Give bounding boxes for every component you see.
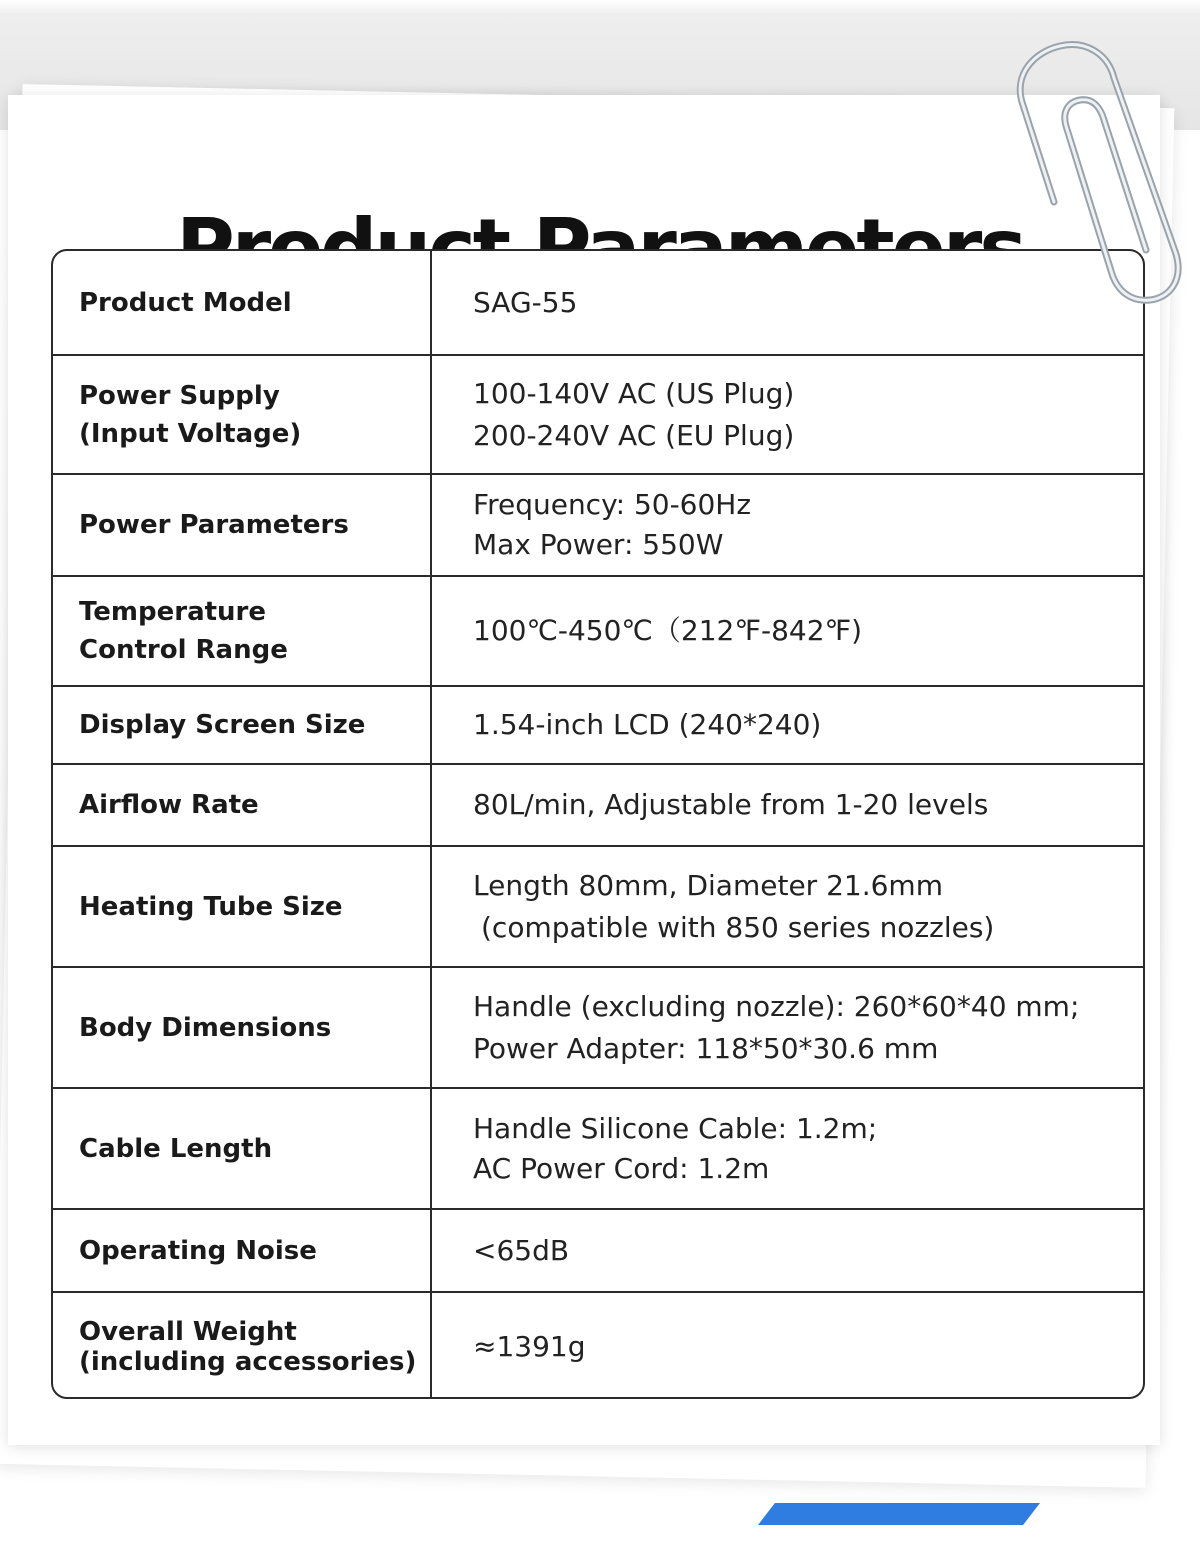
row-value: Frequency: 50-60Hz Max Power: 550W	[473, 488, 752, 561]
row-label: Temperature Control Range	[79, 597, 288, 665]
row-label: Overall Weight (including accessories)	[79, 1317, 417, 1377]
row-value: 100-140V AC (US Plug) 200-240V AC (EU Plug)	[473, 376, 795, 452]
table-row-temperature-range	[53, 577, 1143, 687]
row-value: Handle Silicone Cable: 1.2m; AC Power Cord: 1.2m	[473, 1111, 878, 1185]
table-row-display-screen-size	[53, 687, 1143, 765]
table-row-product-model	[53, 251, 1143, 356]
row-label: Power Supply (Input Voltage)	[79, 380, 302, 449]
column-divider	[430, 251, 432, 1397]
table-row-operating-noise	[53, 1210, 1143, 1293]
row-value: 1.54-inch LCD (240*240)	[473, 708, 822, 741]
row-label: Heating Tube Size	[79, 891, 343, 922]
table-row-overall-weight	[53, 1293, 1143, 1399]
row-label: Body Dimensions	[79, 1012, 332, 1043]
row-value: 100℃-450℃（212℉-842℉)	[473, 614, 863, 647]
row-value: 80L/min, Adjustable from 1-20 levels	[473, 788, 989, 821]
row-label: Power Parameters	[79, 510, 349, 540]
row-label: Product Model	[79, 287, 292, 318]
row-label: Operating Noise	[79, 1235, 317, 1266]
row-label: Cable Length	[79, 1133, 273, 1164]
table-row-power-supply	[53, 356, 1143, 475]
row-label: Airflow Rate	[79, 790, 259, 820]
table-row-heating-tube-size	[53, 847, 1143, 968]
parameters-table	[51, 249, 1145, 1399]
table-row-cable-length	[53, 1089, 1143, 1210]
table-row-airflow-rate	[53, 765, 1143, 847]
table-row-body-dimensions	[53, 968, 1143, 1089]
row-value: Length 80mm, Diameter 21.6mm (compatible with 850 series nozzles)	[473, 868, 995, 944]
row-value: SAG-55	[473, 285, 578, 319]
table-row-power-parameters	[53, 475, 1143, 577]
accent-stripe	[758, 1503, 1040, 1525]
paperclip-icon	[1008, 30, 1200, 310]
row-value: Handle (excluding nozzle): 260*60*40 mm; Power Adapter: 118*50*30.6 mm	[473, 989, 1080, 1065]
row-value: <65dB	[473, 1233, 570, 1267]
row-value: ≈1391g	[473, 1330, 586, 1363]
row-label: Display Screen Size	[79, 710, 366, 740]
